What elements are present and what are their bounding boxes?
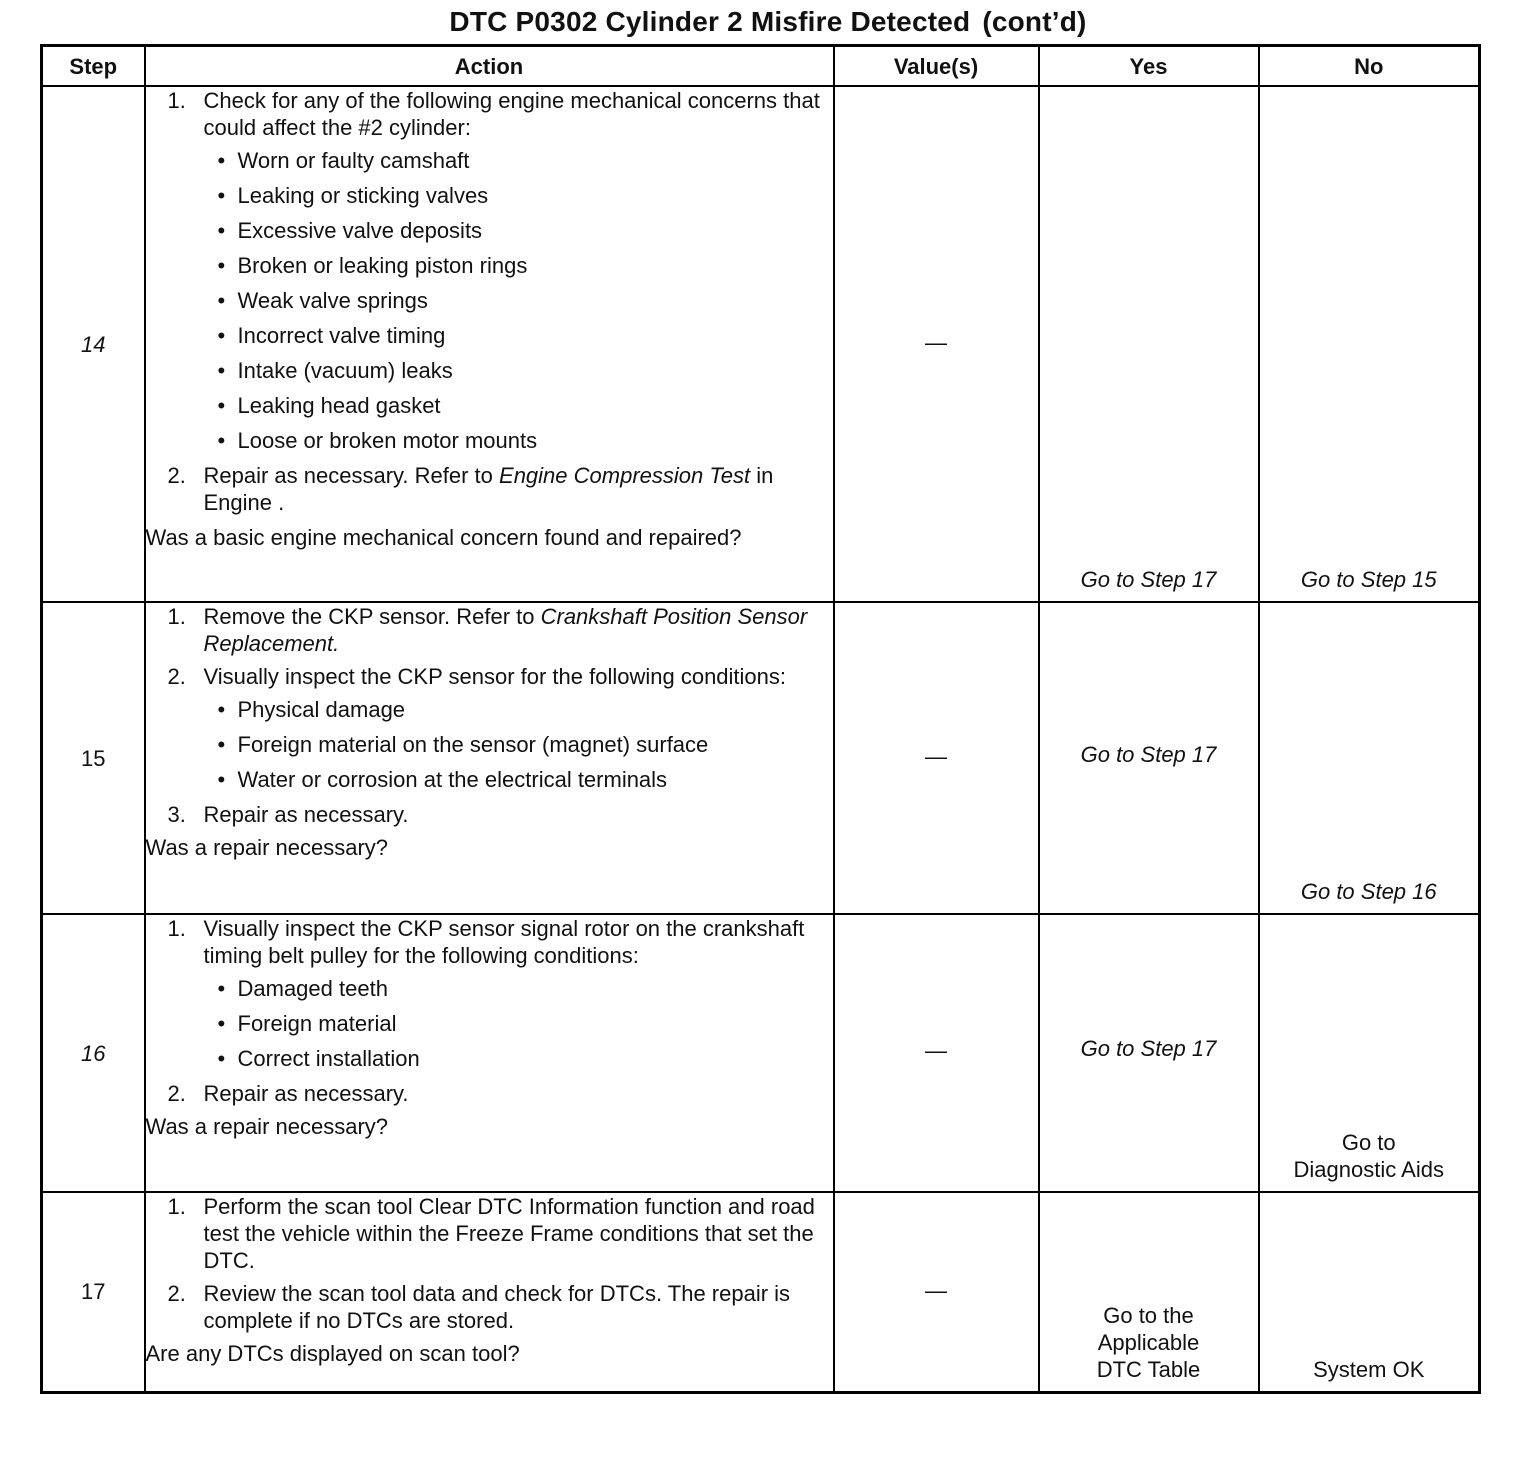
action-item: 2. Visually inspect the CKP sensor for the following conditions: [167,664,787,689]
no-cell [1259,914,1480,1192]
action-item: 1. Check for any of the following engine mechanical concerns that could affect the #2 cylinder: [167,88,820,140]
title-suffix: (cont’d) [982,6,1087,37]
value-cell [834,914,1039,1192]
bullet-item: • Damaged teeth [217,976,388,1001]
bullet-item: • Intake (vacuum) leaks [217,358,453,383]
yes-result: Go to Step 17 [1080,1036,1217,1061]
bullet-text: Loose or broken motor mounts [237,428,538,453]
bullet-item: • Loose or broken motor mounts [217,428,538,453]
value-text: — [925,330,947,355]
no-result: Go to Step 16 [1300,879,1437,904]
action-cell [145,914,834,1192]
step-number: 16 [42,914,145,1192]
bullet-item: • Incorrect valve timing [217,323,446,348]
title-text: DTC P0302 Cylinder 2 Misfire Detected [449,6,971,37]
value-cell [834,1192,1039,1392]
yes-result: Go to Step 17 [1080,742,1217,767]
action-text: Visually inspect the CKP sensor for the following conditions: [203,664,787,689]
table-row-step-16 [42,914,1480,1192]
action-text: Check for any of the following engine mechanical concerns that could affect the #2 cylinder: [203,88,820,140]
header-values: Value(s) [834,46,1039,87]
table-row-step-17 [42,1192,1480,1392]
action-text: in Engine . [203,463,774,515]
yes-result-line: Go to the [1103,1302,1194,1328]
action-item: 1. Visually inspect the CKP sensor signal rotor on the crankshaft timing belt pulley for the following conditions: [167,916,805,968]
question-text: Was a repair necessary? [145,835,389,860]
action-cell [145,602,834,914]
yes-cell [1039,602,1259,914]
question-text: Are any DTCs displayed on scan tool? [145,1341,520,1366]
action-item: 2. Repair as necessary. Refer to Engine Compression Test in Engine . [167,463,774,515]
yes-result-line: DTC Table [1096,1356,1201,1382]
table-row-step-14 [42,86,1480,602]
bullet-item: • Foreign material [217,1011,397,1036]
action-text: Remove the CKP sensor. Refer to [203,604,535,629]
action-text: Repair as necessary. [203,802,409,827]
no-cell [1259,602,1480,914]
action-cell [145,86,834,602]
no-cell [1259,1192,1480,1392]
header-row [42,46,1480,87]
value-text: — [925,1278,947,1303]
bullet-text: Foreign material on the sensor (magnet) surface [237,732,709,757]
yes-result-line: Applicable [1097,1329,1200,1355]
bullet-item: • Leaking head gasket [217,393,441,418]
step-number: 17 [42,1192,145,1392]
no-result [1260,1129,1479,1183]
bullet-item: • Excessive valve deposits [217,218,483,243]
header-step: Step [42,46,145,87]
no-result: System OK [1313,1356,1425,1382]
step-number: 15 [42,602,145,914]
bullet-text: Physical damage [237,697,406,722]
table-row-step-15 [42,602,1480,914]
bullet-item: • Broken or leaking piston rings [217,253,528,278]
yes-cell [1039,914,1259,1192]
bullet-item: • Foreign material on the sensor (magnet) surface [217,732,709,757]
action-item: 2. Review the scan tool data and check for DTCs. The repair is complete if no DTCs are stored. [167,1281,791,1333]
no-result: Go to Step 15 [1300,567,1437,592]
reference-title: Crankshaft Position Sensor Replacement. [203,604,808,656]
yes-result [1040,1302,1258,1383]
action-item: 2. Repair as necessary. [167,1081,409,1106]
reference-title: Engine Compression Test [499,463,751,488]
header-action: Action [145,46,834,87]
bullet-item: • Correct installation [217,1046,420,1071]
bullet-item: • Physical damage [217,697,406,722]
bullet-text: Incorrect valve timing [237,323,446,348]
step-number: 14 [42,86,145,602]
action-item: 1. Perform the scan tool Clear DTC Information function and road test the vehicle within the Freeze Frame conditions that set the DTC. [167,1194,815,1273]
action-text: Perform the scan tool Clear DTC Information function and road test the vehicle within the Freeze Frame conditions that set the DTC. [203,1194,815,1273]
no-result-line: Go to [1341,1130,1396,1155]
bullet-text: Excessive valve deposits [237,218,483,243]
value-text: — [925,1038,947,1063]
value-cell [834,602,1039,914]
diagnostic-table [40,44,1481,1394]
bullet-item: • Water or corrosion at the electrical terminals [217,767,668,792]
action-text: Review the scan tool data and check for DTCs. The repair is complete if no DTCs are stored. [203,1281,791,1333]
bullet-item: • Worn or faulty camshaft [217,148,470,173]
yes-result: Go to Step 17 [1080,567,1217,592]
header-yes: Yes [1039,46,1259,87]
document-title [0,6,1536,38]
action-cell [145,1192,834,1392]
bullet-text: Foreign material [237,1011,397,1036]
bullet-text: Water or corrosion at the electrical terminals [237,767,668,792]
action-item: 1. Remove the CKP sensor. Refer to Crankshaft Position Sensor Replacement. [167,604,808,656]
action-text: Repair as necessary. Refer to [203,463,493,488]
yes-cell [1039,86,1259,602]
question-text: Was a repair necessary? [145,1114,389,1139]
action-text: Visually inspect the CKP sensor signal rotor on the crankshaft timing belt pulley for the following conditions: [203,916,805,968]
question-text: Was a basic engine mechanical concern found and repaired? [145,525,742,550]
action-text: Repair as necessary. [203,1081,409,1106]
header-no: No [1259,46,1480,87]
bullet-text: Damaged teeth [237,976,388,1001]
value-text: — [925,744,947,769]
bullet-text: Leaking or sticking valves [237,183,489,208]
no-result-line: Diagnostic Aids [1293,1157,1444,1182]
bullet-text: Correct installation [237,1046,420,1071]
bullet-text: Worn or faulty camshaft [237,148,470,173]
value-cell [834,86,1039,602]
bullet-text: Intake (vacuum) leaks [237,358,453,383]
bullet-text: Leaking head gasket [237,393,441,418]
no-cell [1259,86,1480,602]
bullet-text: Broken or leaking piston rings [237,253,528,278]
yes-cell [1039,1192,1259,1392]
bullet-item: • Weak valve springs [217,288,428,313]
bullet-item: • Leaking or sticking valves [217,183,489,208]
bullet-text: Weak valve springs [237,288,428,313]
action-item: 3. Repair as necessary. [167,802,409,827]
